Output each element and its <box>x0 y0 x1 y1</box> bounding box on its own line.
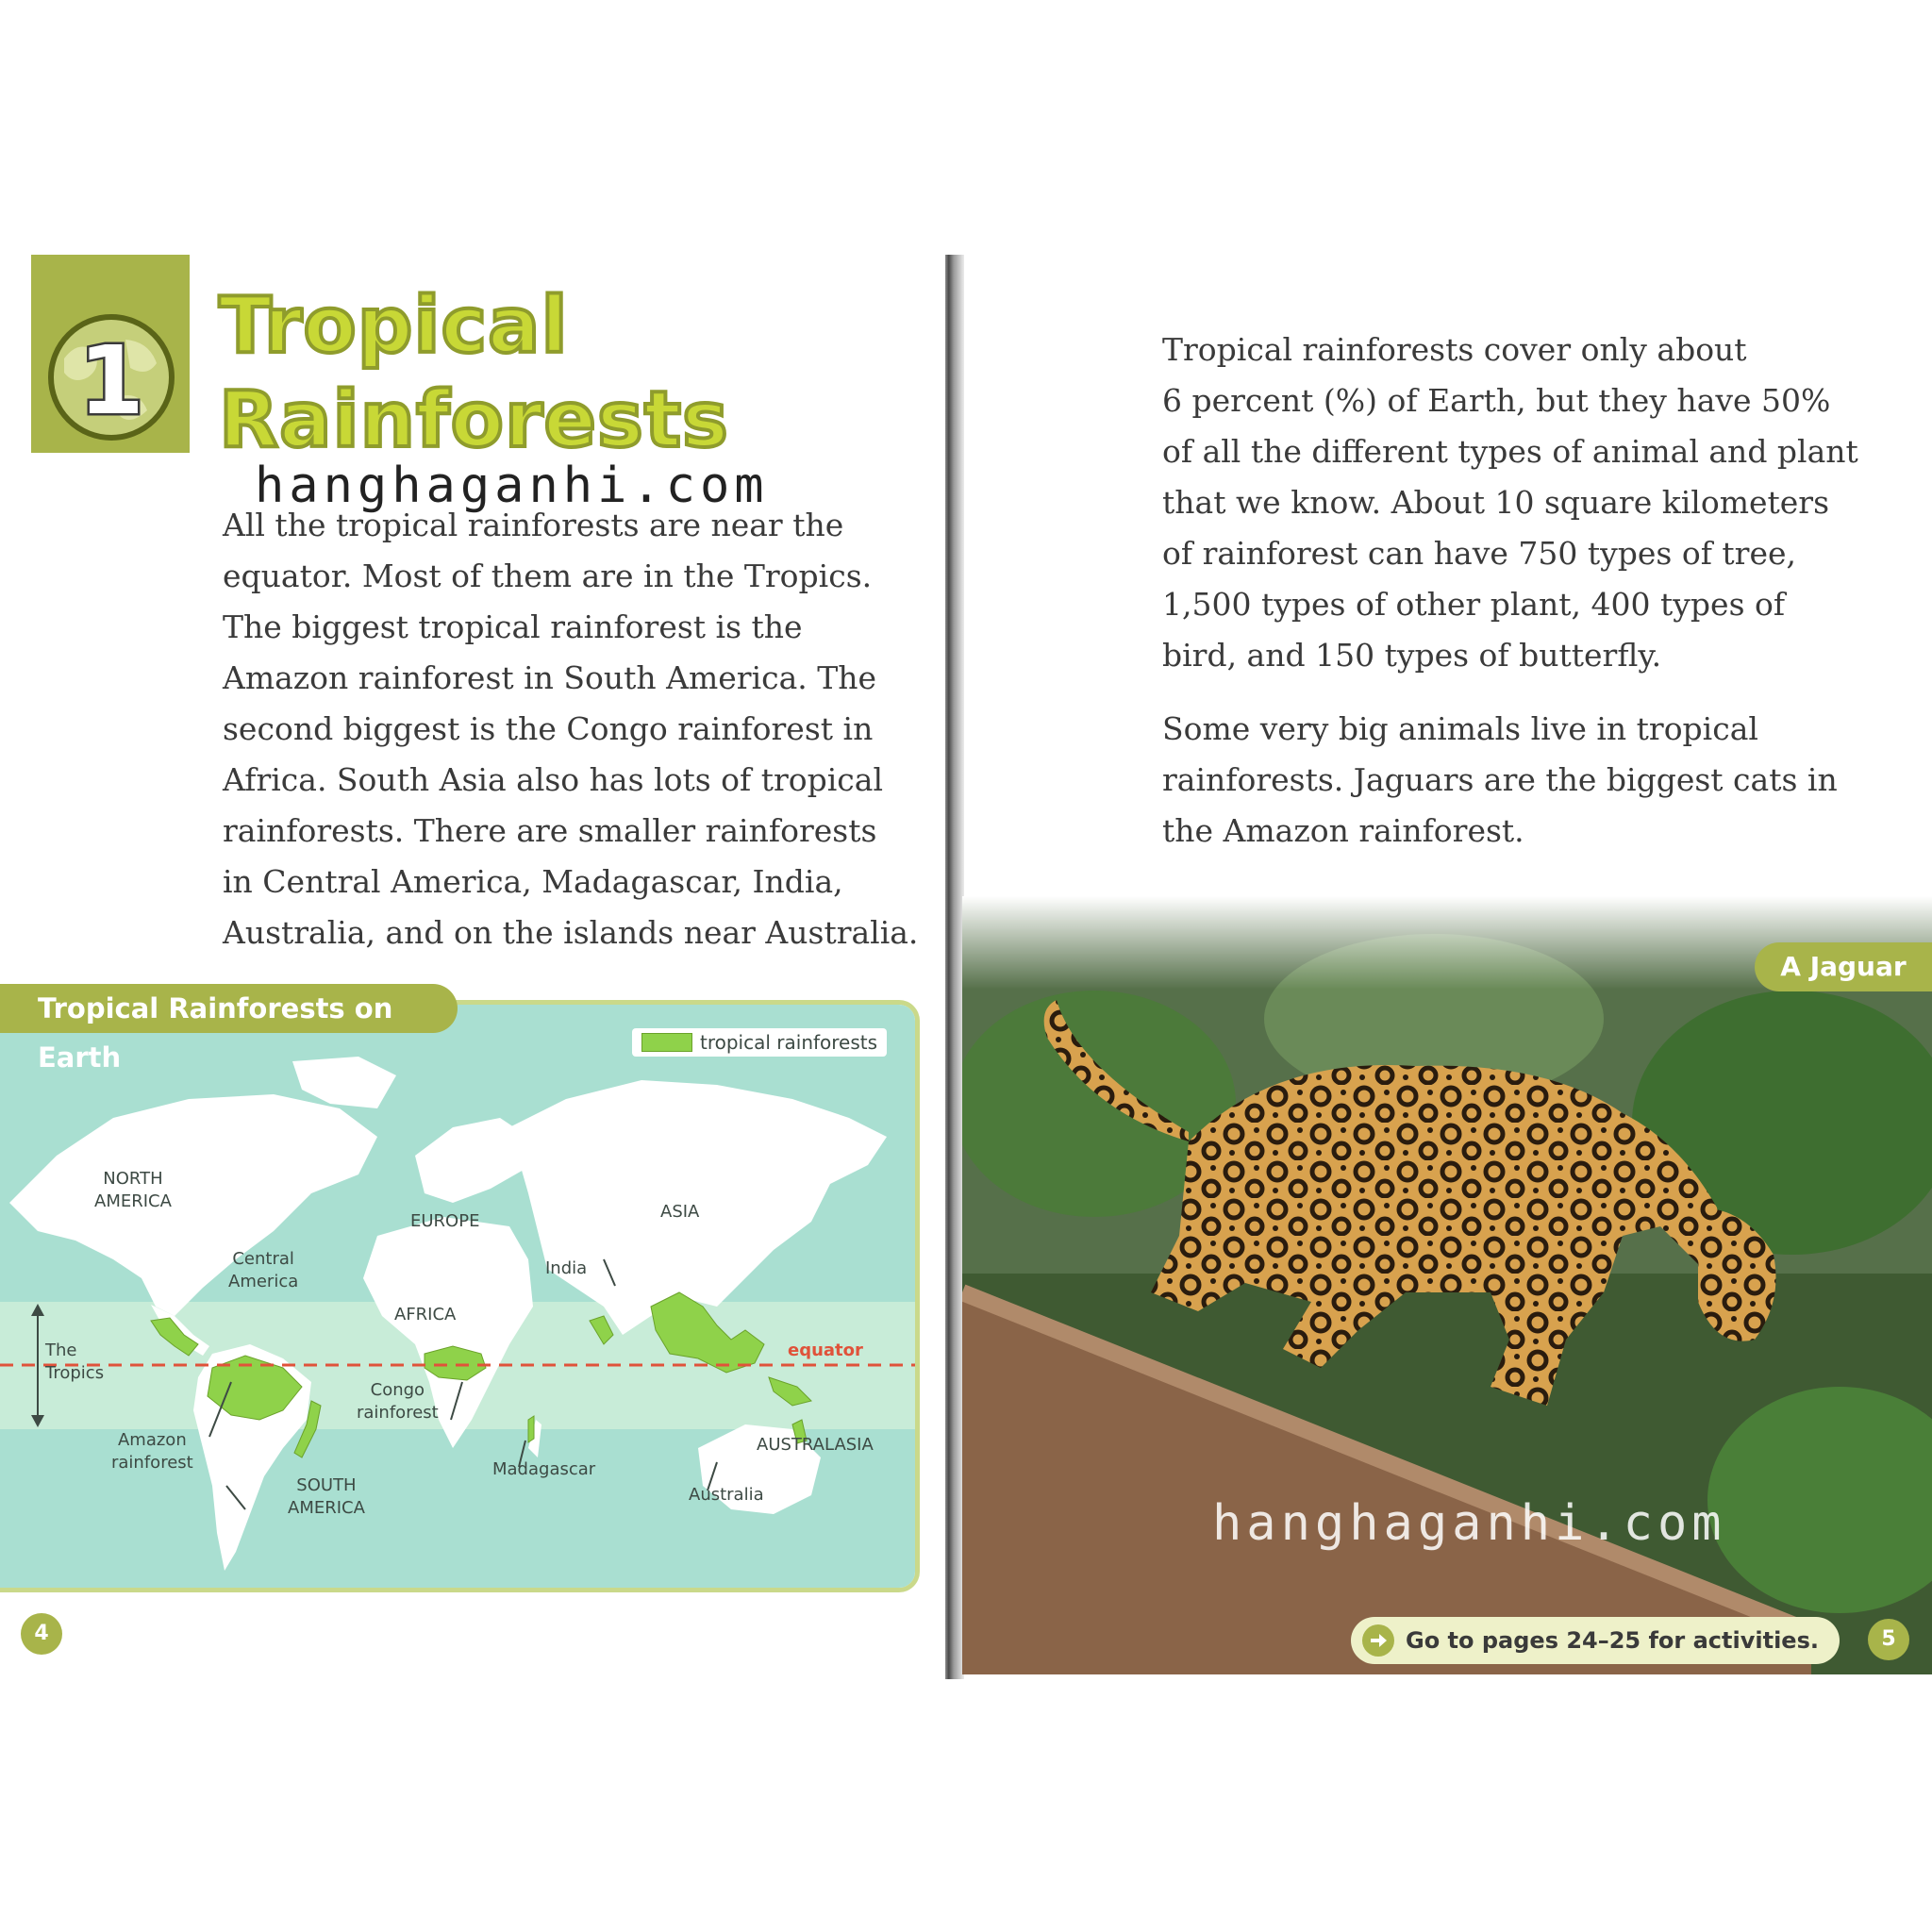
chapter-number: 1 <box>78 325 144 436</box>
right-paragraph-1 <box>1162 325 1858 681</box>
text-line: 1,500 types of other plant, 400 types of <box>1162 586 1786 623</box>
map-label-asia: ASIA <box>660 1202 700 1222</box>
text-line: of all the different types of animal and plant <box>1162 433 1858 470</box>
map-label-north-america: NORTH AMERICA <box>94 1169 172 1211</box>
left-paragraph <box>223 500 918 958</box>
text-line: The biggest tropical rainforest is the <box>223 608 803 645</box>
text-line: Australia, and on the islands near Australia. <box>223 914 919 951</box>
text-line: Amazon rainforest in South America. The <box>223 659 877 696</box>
rainforest-swatch <box>641 1033 692 1052</box>
arrow-right-icon <box>1362 1624 1394 1657</box>
map-label-congo: Congo rainforest <box>357 1380 439 1423</box>
text-line: in Central America, Madagascar, India, <box>223 863 843 900</box>
world-map <box>0 1000 920 1592</box>
jaguar-photo-graphic <box>962 896 1932 1674</box>
text-line: that we know. About 10 square kilometers <box>1162 484 1830 521</box>
map-label-tropics: The Tropics <box>45 1341 105 1383</box>
map-label-madagascar: Madagascar <box>492 1459 596 1479</box>
watermark-text: hanghaganhi.com <box>1212 1495 1726 1552</box>
map-label-australia: Australia <box>689 1485 764 1505</box>
book-spine <box>945 255 964 1679</box>
watermark-text: hanghaganhi.com <box>255 458 769 514</box>
chapter-title-line: Rainforests <box>219 375 729 465</box>
right-paragraph-2 <box>1162 704 1838 857</box>
text-line: Tropical rainforests cover only about <box>1162 331 1747 368</box>
map-label-europe: EUROPE <box>410 1211 480 1231</box>
map-legend <box>632 1028 887 1057</box>
page-number-left: 4 <box>21 1613 62 1655</box>
text-line: Some very big animals live in tropical <box>1162 710 1758 747</box>
chapter-title-line: Tropical <box>219 281 569 371</box>
text-line: 6 percent (%) of Earth, but they have 50% <box>1162 382 1831 419</box>
map-heading: Tropical Rainforests on Earth <box>0 984 458 1033</box>
map-label-amazon: Amazon rainforest <box>111 1430 193 1473</box>
page-number-right: 5 <box>1868 1619 1909 1660</box>
chapter-title <box>219 279 729 468</box>
text-line: of rainforest can have 750 types of tree, <box>1162 535 1797 572</box>
activity-link[interactable] <box>1351 1617 1840 1664</box>
text-line: All the tropical rainforests are near the <box>223 507 844 543</box>
text-line: second biggest is the Congo rainforest in <box>223 710 874 747</box>
chapter-number-badge <box>36 311 187 443</box>
text-line: Africa. South Asia also has lots of tropical <box>223 761 883 798</box>
text-line: rainforests. Jaguars are the biggest cats in <box>1162 761 1838 798</box>
map-label-australasia: AUSTRALASIA <box>757 1435 874 1455</box>
jaguar-photo <box>962 896 1932 1674</box>
map-label-south-america: SOUTH AMERICA <box>288 1475 365 1518</box>
map-label-africa: AFRICA <box>394 1305 457 1324</box>
text-line: rainforests. There are smaller rainforests <box>223 812 877 849</box>
photo-caption: A Jaguar <box>1755 942 1932 991</box>
text-line: equator. Most of them are in the Tropics. <box>223 558 873 594</box>
world-map-graphic <box>0 1005 920 1592</box>
legend-label: tropical rainforests <box>700 1031 878 1054</box>
map-label-central-america: Central America <box>228 1249 299 1291</box>
activity-link-label: Go to pages 24–25 for activities. <box>1406 1627 1819 1654</box>
rainforest-madagascar <box>528 1416 534 1442</box>
text-line: bird, and 150 types of butterfly. <box>1162 637 1662 674</box>
map-label-equator: equator <box>788 1341 863 1360</box>
text-line: the Amazon rainforest. <box>1162 812 1524 849</box>
map-label-india: India <box>545 1258 588 1278</box>
